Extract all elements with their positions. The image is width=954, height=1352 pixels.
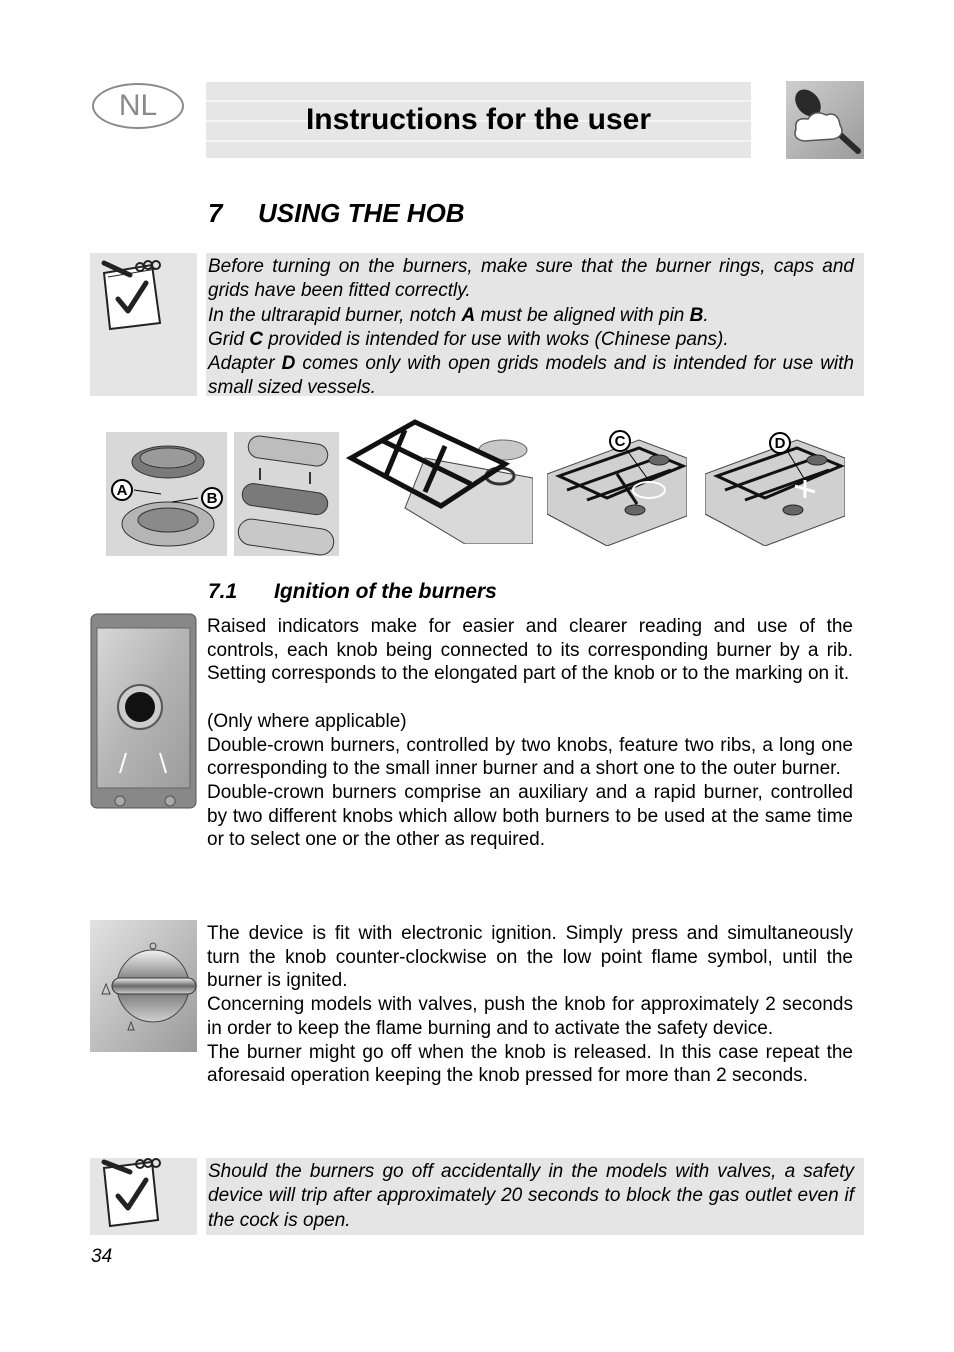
label-a: A xyxy=(111,479,133,501)
note-box-safety xyxy=(206,1158,864,1235)
note-line-4: Adapter D comes only with open grids models and is intended for use with small sized vessels. xyxy=(208,353,854,399)
paragraph-raised-indicators: Raised indicators make for easier and clearer reading and use of the controls, each knob being connected to its corresponding burner by a rib. Setting corresponds to the elongated part of the knob or to the marking on it. xyxy=(207,616,853,685)
label-b: B xyxy=(201,487,223,509)
paragraph-only-where-applicable: (Only where applicable) xyxy=(207,710,407,732)
paragraph-valves: Concerning models with valves, push the knob for approximately 2 seconds in order to keep the flame burning and to activate the safety device. xyxy=(207,994,853,1039)
paragraph-burner-off: The burner might go off when the knob is released. In this case repeat the aforesaid operation keeping the knob pressed for more than 2 seconds. xyxy=(207,1041,853,1087)
section-heading xyxy=(208,198,465,229)
hob-with-adapter-illustration xyxy=(705,430,845,546)
paragraph-double-crown-ribs: Double-crown burners, controlled by two knobs, feature two ribs, a long one corresponding to the small inner burner and a short one to the outer burner. xyxy=(207,734,853,780)
ignition-paragraphs xyxy=(207,615,853,852)
knob-illustration xyxy=(90,920,197,1052)
subsection-title: Ignition of the burners xyxy=(274,580,497,603)
subsection-number: 7.1 xyxy=(208,580,238,603)
page-number: 34 xyxy=(91,1246,113,1267)
language-badge-label: NL xyxy=(118,89,158,122)
note-safety-text: Should the burners go off accidentally in the models with valves, a safety device will trip after approximately 20 seconds to block the gas outlet even if the cock is open. xyxy=(208,1161,854,1231)
hob-with-wok-grid-illustration xyxy=(547,430,687,546)
electronic-ignition-paragraphs xyxy=(207,922,853,1088)
wok-grid-illustration xyxy=(345,418,533,544)
note-line-3: Grid C provided is intended for use with woks (Chinese pans). xyxy=(208,328,729,350)
control-panel-illustration xyxy=(90,613,197,809)
section-number: 7 xyxy=(208,198,223,228)
note-line-2: In the ultrarapid burner, notch A must be aligned with pin B. xyxy=(208,304,709,326)
language-badge xyxy=(92,83,184,129)
note-box-fitting xyxy=(206,253,864,399)
page-title: Instructions for the user xyxy=(305,103,652,136)
note-icon-box xyxy=(90,253,197,396)
section-title: USING THE HOB xyxy=(258,198,465,228)
label-d: D xyxy=(769,432,791,454)
paragraph-double-crown-burners: Double-crown burners comprise an auxiliary and a rapid burner, controlled by two different knobs which allow both burners to be used at the same time or to select one or the other as required. xyxy=(207,781,853,851)
burner-illustration xyxy=(106,432,227,556)
burner-caps-illustration xyxy=(234,432,339,556)
paragraph-electronic-ignition: The device is fit with electronic ignition. Simply press and simultaneously turn the knob counter-clockwise on the low point flame symbol, until the burner is ignited. xyxy=(207,923,853,992)
label-c: C xyxy=(609,430,631,452)
notepad-check-icon xyxy=(90,253,197,396)
notepad-check-icon xyxy=(90,1158,197,1235)
note-icon-box-2 xyxy=(90,1158,197,1235)
subsection-heading xyxy=(208,580,497,604)
chef-spoon-logo-icon xyxy=(786,81,864,159)
header-title-bar xyxy=(206,82,751,158)
note-line-1: Before turning on the burners, make sure that the burner rings, caps and grids have been fitted correctly. xyxy=(208,256,854,302)
